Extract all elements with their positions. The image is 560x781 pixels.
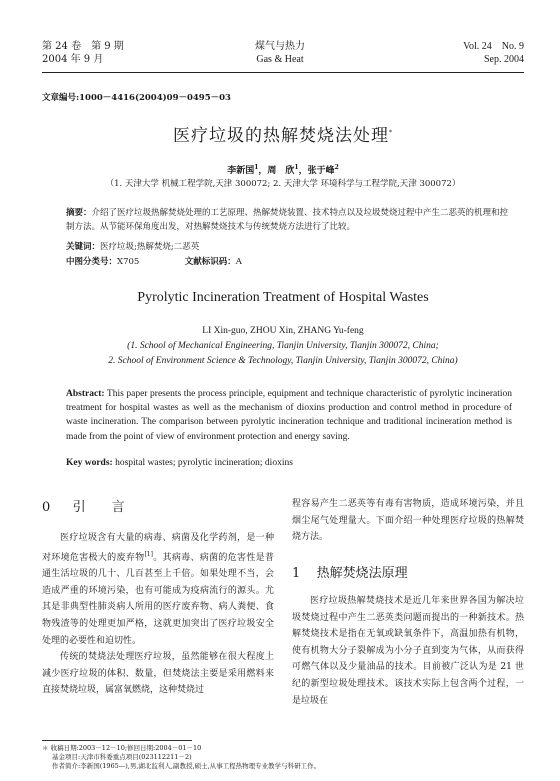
keywords-cn-label: 关键词： [66,242,101,252]
journal-name-en: Gas & Heat [256,54,304,65]
section-1-text [292,593,524,709]
abstract-cn-label: 摘要： [66,208,92,218]
section-0-number: 0 [42,500,51,515]
footnote-fund: 基金项目:天津市科委重点项目(023112211－2) [52,753,192,761]
keywords-en-text: hospital wastes; pyrolytic incineration; dioxins [115,458,293,468]
footnote-received [42,744,320,753]
section-0-heading [42,496,125,515]
author-3-affil: 2 [334,164,339,171]
header-center [200,40,360,66]
intro-p1-text-b: 。其病毒、病菌的危害性是普通生活垃圾的几十、几百甚至上千倍。如果处理不当，会造成严重的环境污染，也有可能成为疫病流行的源头。尤其是非典型性肺炎病人所用的医疗废弃物、病人粪便、食物残渣等的处理更加严格，这就更加突出了医疗垃圾安全处理的必要性和迫切性。 [42,552,274,646]
intro-paragraph-1 [42,530,274,649]
title-cn [42,121,524,146]
keywords-cn [66,241,199,254]
footnote-star: ＊ [42,744,49,752]
volume-issue-en: Vol. 24 No. 9 [463,41,524,52]
clc-label: 中图分类号： [66,257,118,267]
abstract-cn-text: 介绍了医疗垃圾热解焚烧处理的工艺原理、热解焚烧装置、技术特点以及垃圾焚烧过程中产生二恶英的机理和控制方法。从节能环保角度出发，对热解焚烧技术与传统焚烧方法进行了比较。 [66,208,509,232]
article-number: 文章编号:1000－4416(2004)09－0495－03 [42,93,231,103]
journal-name-cn: 煤气与热力 [255,41,305,52]
affiliation-en-2: 2. School of Environment Science & Technology, Tianjin University, Tianjin 300072, China) [108,356,458,366]
section-0-title: 引 言 [72,500,125,515]
author-2-affil: 1 [294,164,299,171]
authors-cn [42,161,524,178]
intro-p1-text-a: 医疗垃圾含有大量的病毒、病菌及化学药剂，是一种对环境危害极大的废弃物 [42,533,274,563]
date-cn: 2004 年 9 月 [42,54,104,65]
footnote-author: 作者简介:李新国(1965—),男,湖北监利人,副教授,硕士,从事工程热物理专业教学与科研工作。 [52,762,321,770]
section-1-title: 热解焚烧法原理 [316,566,408,581]
section-1-heading [292,562,408,581]
doc-code-value: A [235,257,242,267]
author-3: ，张于峰 [298,166,335,176]
keywords-en [66,458,293,468]
footnote-line-1: 收稿日期:2003－12－10;修回日期:2004－01－10 [50,744,202,752]
section-1-paragraph-1: 医疗垃圾热解焚烧技术是近几年来世界各国为解决垃圾焚烧过程中产生二恶英类问题而提出的一种新技术。热解焚烧技术是指在无氧或缺氧条件下，高温加热有机物，使有机物大分子裂解成为小分子直到变为气体，从而获得可燃气体以及少量油品的技术。目前被广泛认为是 21 世纪的新型垃圾处理技术。该技术实际上包含两个过程，一是垃圾在 [292,596,524,706]
affiliation-cn: （1. 天津大学 机械工程学院,天津 300072; 2. 天津大学 环境科学与工程学院,天津 300072） [105,179,461,189]
keywords-cn-text: 医疗垃圾;热解焚烧;二恶英 [100,242,200,252]
abstract-en [66,387,512,444]
title-footnote-mark: * [389,129,393,137]
header-right [463,40,524,66]
intro-paragraph-2: 传统的焚烧法处理医疗垃圾，虽然能够在很大程度上减少医疗垃圾的体积、数量，但焚烧法主要是采用燃料来直接焚烧垃圾，属富氧燃烧，这种焚烧过 [42,652,274,696]
author-1-affil: 1 [254,164,259,171]
abstract-en-text: This paper presents the process principle, equipment and technique characteristic of pyrolytic incineration treatment for hospital wastes as well as the mechanism of dioxins production and control method in procedure of waste incineration. The comparison between pyrolytic incineration technique and traditional incineration method is made from the point of view of environment protection and energy saving. [66,389,512,442]
author-2: ，周 欣 [258,166,295,176]
footnotes [42,744,320,771]
intro-text [42,530,274,699]
footnote-rule [42,740,192,741]
doc-code-label: 文献标识码： [184,257,236,267]
clc-value: X705 [117,257,140,267]
classification-cn [66,256,242,269]
volume-issue-cn: 第 24 卷 第 9 期 [42,41,124,52]
intro-paragraph-2-cont: 程容易产生二恶英等有毒有害物质，造成环境污染，并且烟尘尾气处理量大。下面介绍一种处理医疗垃圾的热解焚烧方法。 [292,499,524,543]
date-en: Sep. 2004 [484,54,524,65]
citation-1: [1] [144,550,153,558]
title-cn-text: 医疗垃圾的热解焚烧法处理 [173,126,389,146]
abstract-en-label: Abstract: [66,389,105,399]
header-rule [42,72,524,73]
right-column-intro [292,496,524,546]
section-1-number: 1 [292,566,301,581]
header-left [42,40,124,66]
title-en: Pyrolytic Incineration Treatment of Hospital Wastes [137,290,429,305]
keywords-en-label: Key words: [66,458,113,468]
authors-en: LI Xin-guo, ZHOU Xin, ZHANG Yu-feng [202,326,364,336]
abstract-cn [66,206,510,234]
affiliation-en-1: (1. School of Mechanical Engineering, Tianjin University, Tianjin 300072, China; [127,341,439,351]
author-1: 李新国 [227,166,255,176]
